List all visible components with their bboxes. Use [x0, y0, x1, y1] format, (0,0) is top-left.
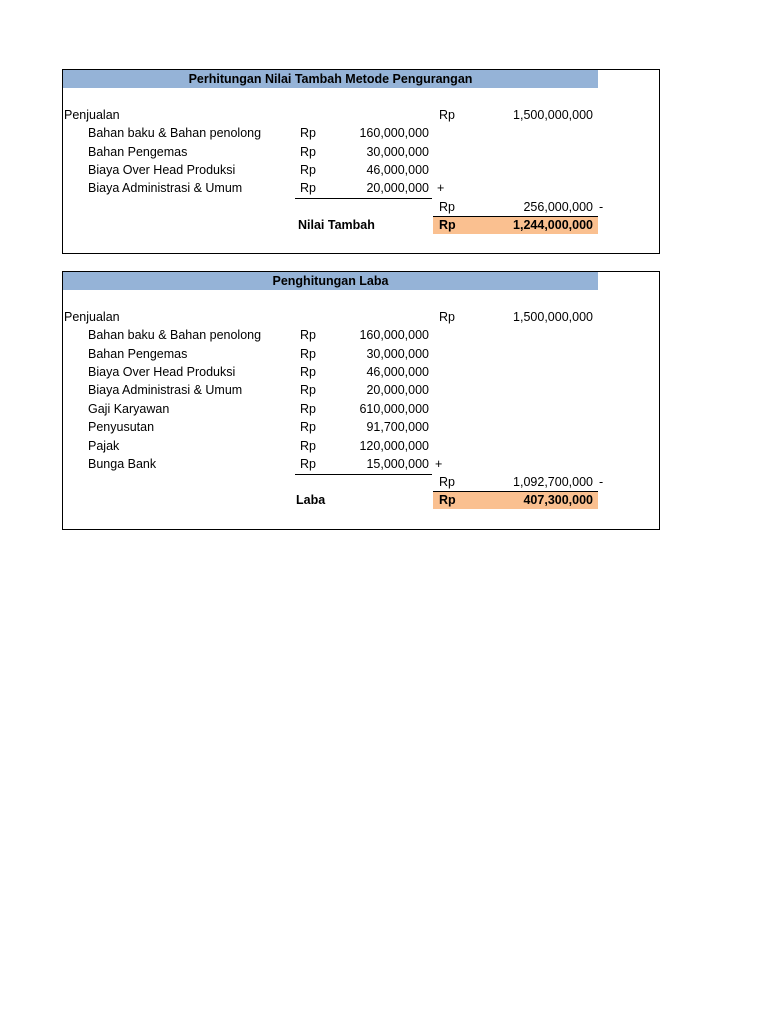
item-value: 160,000,000 [359, 328, 429, 342]
item-currency: Rp [300, 145, 316, 159]
item-label: Pajak [88, 439, 120, 453]
result-label: Nilai Tambah [298, 218, 375, 232]
sum-underline [295, 474, 432, 475]
item-label: Gaji Karyawan [88, 402, 170, 416]
item-value: 91,700,000 [366, 420, 429, 434]
item-value: 15,000,000 [366, 457, 429, 471]
item-value: 160,000,000 [359, 126, 429, 140]
subtotal-value: 256,000,000 [523, 200, 593, 214]
sales-value: 1,500,000,000 [513, 108, 593, 122]
nilai-tambah-title: Perhitungan Nilai Tambah Metode Pengurangan [63, 70, 598, 88]
item-label: Bahan baku & Bahan penolong [88, 328, 262, 342]
item-currency: Rp [300, 347, 316, 361]
item-label: Biaya Over Head Produksi [88, 365, 236, 379]
nilai-tambah-table [62, 69, 660, 254]
sales-label: Penjualan [64, 310, 120, 324]
item-value: 30,000,000 [366, 347, 429, 361]
result-currency: Rp [439, 493, 456, 507]
item-label: Penyusutan [88, 420, 155, 434]
item-value: 30,000,000 [366, 145, 429, 159]
result-value: 407,300,000 [523, 493, 593, 507]
item-currency: Rp [300, 163, 316, 177]
item-label: Biaya Over Head Produksi [88, 163, 236, 177]
plus-sign: + [437, 181, 445, 195]
minus-sign: - [599, 200, 604, 214]
item-label: Bahan Pengemas [88, 347, 188, 361]
item-currency: Rp [300, 383, 316, 397]
subtotal-currency: Rp [439, 475, 455, 489]
item-label: Biaya Administrasi & Umum [88, 383, 243, 397]
laba-title: Penghitungan Laba [63, 272, 598, 290]
item-currency: Rp [300, 181, 316, 195]
item-currency: Rp [300, 328, 316, 342]
sales-currency: Rp [439, 310, 455, 324]
item-currency: Rp [300, 457, 316, 471]
item-currency: Rp [300, 439, 316, 453]
item-value: 20,000,000 [366, 383, 429, 397]
subtotal-value: 1,092,700,000 [513, 475, 593, 489]
minus-sign: - [599, 475, 604, 489]
item-currency: Rp [300, 365, 316, 379]
item-label: Bunga Bank [88, 457, 157, 471]
subtotal-currency: Rp [439, 200, 455, 214]
result-label: Laba [296, 493, 326, 507]
item-currency: Rp [300, 126, 316, 140]
sum-underline [295, 198, 432, 199]
item-label: Biaya Administrasi & Umum [88, 181, 243, 195]
item-currency: Rp [300, 402, 316, 416]
item-value: 46,000,000 [366, 365, 429, 379]
result-value: 1,244,000,000 [513, 218, 593, 232]
item-value: 610,000,000 [359, 402, 429, 416]
item-value: 20,000,000 [366, 181, 429, 195]
item-label: Bahan Pengemas [88, 145, 188, 159]
sales-currency: Rp [439, 108, 455, 122]
item-label: Bahan baku & Bahan penolong [88, 126, 262, 140]
result-currency: Rp [439, 218, 456, 232]
sales-label: Penjualan [64, 108, 120, 122]
sales-value: 1,500,000,000 [513, 310, 593, 324]
item-value: 46,000,000 [366, 163, 429, 177]
plus-sign: + [435, 457, 443, 471]
item-value: 120,000,000 [359, 439, 429, 453]
laba-table [62, 271, 660, 530]
item-currency: Rp [300, 420, 316, 434]
